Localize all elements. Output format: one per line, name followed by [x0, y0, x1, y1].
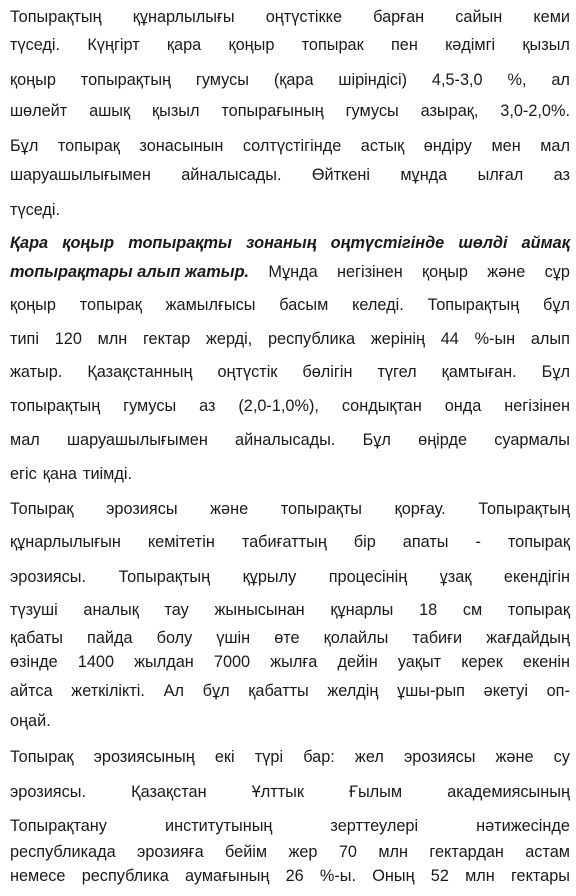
word: қабатты: [248, 682, 309, 700]
word: -: [475, 533, 481, 551]
word: Топырақтану: [10, 817, 107, 835]
word: Қара: [10, 234, 49, 252]
word: апаты: [402, 533, 449, 551]
word: қара: [166, 36, 202, 54]
word: (2,0-1,0%),: [238, 397, 319, 415]
text-line: [10, 262, 570, 282]
word: жылдан: [134, 653, 194, 671]
word: Бұл: [541, 363, 570, 381]
word: зонаның: [246, 234, 317, 252]
word: бөлігін: [302, 363, 353, 381]
word: пен: [390, 36, 418, 54]
word: өндіру: [423, 137, 472, 155]
word: Топырақтың: [478, 500, 570, 518]
word: нәтижесінде: [476, 817, 570, 835]
word: институтының: [164, 817, 273, 835]
word: негізінен: [504, 397, 570, 415]
word: топырақ: [507, 533, 570, 551]
word: барған: [373, 8, 425, 26]
word: әкетуі: [483, 682, 528, 700]
word: жерінің: [370, 330, 426, 348]
word: Ал: [163, 682, 184, 700]
word: қоңыр: [228, 36, 275, 54]
text-line: [10, 567, 570, 587]
word: бұл: [543, 296, 570, 314]
word: млн: [378, 843, 409, 861]
word: негізінен: [336, 263, 403, 281]
text-line: [10, 136, 570, 156]
text-line: [10, 7, 570, 27]
text-line: [10, 233, 570, 253]
word: кеми: [533, 8, 570, 26]
word: оңтүстік: [217, 363, 278, 381]
word: ұшы-рып: [397, 682, 465, 700]
text-line: [10, 652, 570, 672]
word: топырақты: [128, 234, 232, 252]
word: мен: [491, 137, 521, 155]
word: онда: [444, 397, 482, 415]
word: аймақ: [521, 234, 570, 252]
word: жылға: [270, 653, 318, 671]
word: пайда: [87, 629, 133, 647]
word: республика: [81, 867, 169, 885]
word: Қазақстан: [131, 783, 207, 801]
word: топырақ: [57, 137, 120, 155]
word: Топырақ: [10, 748, 74, 766]
word: зерттеулері: [330, 817, 419, 835]
text-line: [10, 329, 570, 349]
word: млн: [465, 867, 495, 885]
word: шаруашылығымен: [66, 431, 208, 449]
word: азырақ,: [420, 102, 479, 120]
word: түзуші: [10, 601, 58, 619]
word: гектары: [510, 867, 570, 885]
word: түгел: [377, 363, 417, 381]
word: немесе: [10, 867, 66, 885]
word: құнарлылығын: [10, 533, 121, 551]
word: екі: [214, 748, 235, 766]
word: және: [487, 263, 526, 281]
word: солтүстігінде: [242, 137, 342, 155]
word: керек: [461, 653, 503, 671]
word: Қазақстанның: [87, 363, 193, 381]
word: Топырақ: [10, 500, 74, 518]
word: болу: [156, 629, 193, 647]
word: құнарлылығы: [132, 8, 235, 26]
word: жағдайдың: [486, 629, 570, 647]
word: табиғи: [412, 629, 463, 647]
word: %-ы.: [319, 867, 357, 885]
word: 7000: [213, 653, 251, 671]
word: шөлді: [458, 234, 508, 252]
text-line: [10, 747, 570, 767]
word: үшін: [216, 629, 251, 647]
word: қамтыған.: [441, 363, 517, 381]
word: см: [462, 601, 483, 619]
word: мал: [540, 137, 570, 155]
word: %,: [507, 71, 527, 89]
word: суармалы: [494, 431, 570, 449]
word: мал: [10, 431, 40, 449]
word: аналық: [83, 601, 139, 619]
word: Топырақтың: [10, 8, 102, 26]
text-line: [10, 362, 570, 382]
word: алып: [530, 330, 570, 348]
word: қоңыр: [62, 234, 115, 252]
word: Ұлттык: [251, 783, 304, 801]
word: өте: [274, 629, 300, 647]
word: уақыт: [397, 653, 442, 671]
word: (қара: [273, 71, 314, 89]
word: желдің: [327, 682, 379, 700]
word: топырақ: [79, 296, 142, 314]
word: түседі.: [10, 201, 61, 219]
word: қабаты: [10, 629, 63, 647]
word: айналысады.: [235, 431, 336, 449]
word: және: [495, 748, 534, 766]
word: топырак: [301, 36, 364, 54]
word: өзінде: [10, 653, 58, 671]
word: республика: [267, 330, 356, 348]
word: бір: [353, 533, 376, 551]
text-line: [10, 782, 570, 802]
word: ал: [551, 71, 570, 89]
word: қызыл: [152, 102, 200, 120]
word: %-ын: [474, 330, 516, 348]
text-line: [10, 842, 570, 862]
word: Өйткені: [311, 166, 371, 184]
text-line: [10, 816, 570, 836]
word: және: [210, 500, 249, 518]
word: жатыр.: [10, 363, 63, 381]
word: жынысынан: [214, 601, 305, 619]
text-line: [10, 532, 570, 552]
word: Бұл: [10, 137, 39, 155]
text-line: [10, 396, 570, 416]
word: республикада: [10, 843, 116, 861]
word: млн: [97, 330, 128, 348]
word: басым: [279, 296, 329, 314]
text-line: [10, 499, 570, 519]
word: бейім: [225, 843, 268, 861]
word: жерді,: [206, 330, 253, 348]
word: қоңыр: [10, 296, 56, 314]
word: топырақтың: [80, 71, 172, 89]
word: Мұнда: [268, 263, 318, 281]
word: айтса: [10, 682, 53, 700]
word: тиімді.: [83, 465, 133, 483]
word: процесінің: [328, 568, 408, 586]
text-line: [10, 600, 570, 620]
word: эрозиясы.: [10, 568, 86, 586]
word: топырағының: [221, 102, 324, 120]
word: қоңыр: [10, 71, 56, 89]
word: астам: [525, 843, 570, 861]
word: ашық: [89, 102, 131, 120]
word: кәдімгі: [445, 36, 496, 54]
word: академиясының: [447, 783, 570, 801]
text-line: [10, 200, 570, 220]
word: оңтүстікке: [265, 8, 343, 26]
word: гумусы: [123, 397, 177, 415]
word: гумусы: [195, 71, 249, 89]
word: шаруашылығымен: [10, 166, 151, 184]
text-line: [10, 430, 570, 450]
word: топырақтары алып жатыр.: [10, 263, 250, 281]
text-line: [10, 70, 570, 90]
word: эрозиясының: [93, 748, 195, 766]
word: эрозиясы.: [10, 783, 86, 801]
word: Топырақтың: [427, 296, 520, 314]
word: Бұл: [362, 431, 391, 449]
word: Топырақтың: [118, 568, 211, 586]
word: эрозиясы: [403, 748, 476, 766]
word: сайын: [455, 8, 503, 26]
word: жер: [288, 843, 318, 861]
word: типі: [10, 330, 39, 348]
word: зонасынын: [139, 137, 224, 155]
word: бұл: [202, 682, 230, 700]
word: топырақ: [507, 601, 570, 619]
word: өңірде: [418, 431, 468, 449]
word: шіріндісі): [338, 71, 408, 89]
word: қызыл: [522, 36, 570, 54]
word: 26: [285, 867, 304, 885]
word: жеткілікті.: [71, 682, 145, 700]
word: 18: [419, 601, 438, 619]
word: жамылғысы: [165, 296, 256, 314]
word: ұзақ: [439, 568, 472, 586]
word: екендігін: [503, 568, 570, 586]
word: сондықтан: [341, 397, 422, 415]
word: гектардан: [429, 843, 504, 861]
word: оңтүстігінде: [330, 234, 445, 252]
word: аумағының: [185, 867, 270, 885]
word: түседі.: [10, 36, 61, 54]
word: сұр: [544, 263, 570, 281]
word: жел: [354, 748, 384, 766]
word: тау: [164, 601, 189, 619]
word: астық: [360, 137, 405, 155]
text-line: [10, 35, 570, 55]
word: құрылу: [242, 568, 297, 586]
word: қоңыр: [422, 263, 468, 281]
word: гектар: [142, 330, 191, 348]
text-line: [10, 101, 570, 121]
word: екенін: [522, 653, 570, 671]
text-line: [10, 464, 570, 484]
word: оңай.: [10, 712, 51, 730]
word: табиғаттың: [241, 533, 327, 551]
word: гумусы: [345, 102, 399, 120]
word: егіс: [10, 465, 37, 483]
word: Ғылым: [349, 783, 403, 801]
word: қолайлы: [323, 629, 389, 647]
text-line: [10, 681, 570, 701]
word: 3,0-2,0%.: [500, 102, 570, 120]
word: мұнда: [400, 166, 448, 184]
word: оп-: [546, 682, 570, 700]
word: қана: [42, 465, 77, 483]
text-line: [10, 866, 570, 886]
word: қорғау.: [394, 500, 446, 518]
word: келеді.: [352, 296, 404, 314]
word: айналысады.: [181, 166, 282, 184]
word: 120: [54, 330, 82, 348]
word: аз: [199, 397, 216, 415]
word: 1400: [77, 653, 115, 671]
word: кемітетін: [147, 533, 215, 551]
word: бар:: [303, 748, 335, 766]
word: құнарлы: [330, 601, 394, 619]
word: 4,5-3,0: [431, 71, 483, 89]
text-line: [10, 711, 570, 731]
word: 44: [440, 330, 459, 348]
word: топырақтың: [10, 397, 101, 415]
word: Оның: [372, 867, 415, 885]
word: аз: [553, 166, 570, 184]
text-line: [10, 295, 570, 315]
word: дейін: [337, 653, 378, 671]
word: шөлейт: [10, 102, 68, 120]
text-line: [10, 628, 570, 648]
word: эрозияға: [137, 843, 204, 861]
word: Күңгірт: [87, 36, 140, 54]
word: түрі: [254, 748, 284, 766]
word: эрозиясы: [106, 500, 178, 518]
word: 70: [338, 843, 357, 861]
word: ылғал: [477, 166, 524, 184]
word: топырақты: [280, 500, 363, 518]
word: су: [553, 748, 570, 766]
word: 52: [430, 867, 449, 885]
text-line: [10, 165, 570, 185]
